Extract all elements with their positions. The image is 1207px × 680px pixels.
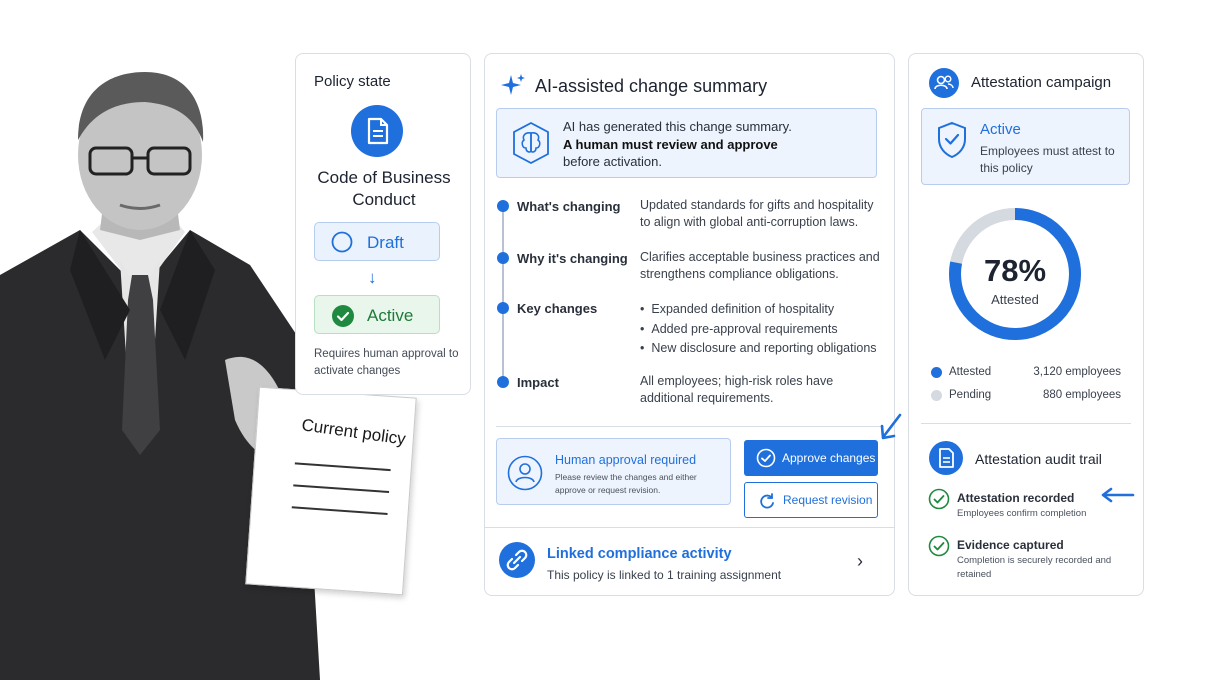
ai-notice-line1: AI has generated this change summary. [563,119,792,134]
policy-state-card [295,53,471,395]
paper-line [295,462,391,471]
document-icon [351,105,403,157]
list-item: • Expanded definition of hospitality [640,300,877,320]
paper-line [292,506,388,515]
attestation-title: Attestation campaign [971,74,1112,91]
annotation-arrow-icon [1100,486,1136,504]
link-icon [499,542,535,578]
timeline-line [502,204,504,382]
timeline-dot [497,302,509,314]
check-circle-icon [756,448,776,468]
approval-description: Please review the changes and either approve or request revision. [555,472,697,495]
policy-name: Code of Business Conduct [317,168,451,209]
ai-summary-title: AI-assisted change summary [535,76,768,96]
legend-value-attested: 3,120 employees [1033,366,1121,378]
audit-trail-title: Attestation audit trail [975,451,1102,467]
revision-label: Request revision [783,493,873,507]
ai-notice-line2: A human must review and approve [563,137,778,152]
legend-label-pending: Pending [949,389,992,401]
annotation-arrow-icon [878,412,904,442]
legend-label-attested: Attested [949,366,992,378]
impact-text: All employees; high-risk roles have additional requirements. [640,374,834,405]
approval-title: Human approval required [555,453,697,467]
legend-dot-attested [931,367,942,378]
list-item: • Added pre-approval requirements [640,320,877,340]
divider [485,527,894,528]
attested-percent: 78% [983,253,1047,288]
brain-icon [511,121,551,165]
paper-line [293,484,389,493]
users-icon [929,68,959,98]
state-draft[interactable] [314,222,440,261]
attested-sublabel: Attested [991,292,1039,307]
check-circle-icon [928,535,950,557]
list-item: • New disclosure and reporting obligations [640,339,877,359]
timeline-dot [497,376,509,388]
why-changing-label: Why it's changing [517,251,628,266]
timeline-dot [497,200,509,212]
audit-item-description: Employees confirm completion [957,508,1087,519]
shield-check-icon [936,121,968,159]
legend-value-pending: 880 employees [1043,389,1121,401]
audit-document-icon [929,441,963,475]
draft-label: Draft [367,233,404,252]
attestation-status-label: Active [980,121,1021,138]
empty-circle-icon [331,231,353,253]
check-circle-icon [928,488,950,510]
chevron-right-icon[interactable]: › [857,551,863,571]
sparkle-icon [499,72,527,100]
policy-state-note: Requires human approval to activate changes [314,348,459,377]
ai-notice [496,108,877,178]
whats-changing-text: Updated standards for gifts and hospitality to align with global anti-corruption laws. [640,198,874,229]
linked-description: This policy is linked to 1 training assignment [547,568,782,582]
ai-notice-line3: before activation. [563,154,663,169]
attestation-status [921,108,1130,185]
why-changing-text: Clarifies acceptable business practices and strengthens compliance obligations. [640,250,880,281]
policy-state-title: Policy state [314,73,391,90]
divider [496,426,884,427]
divider [921,423,1131,424]
attestation-status-description: Employees must attest to this policy [980,144,1115,175]
request-revision-button[interactable] [744,482,878,518]
audit-item-title: Evidence captured [957,538,1064,552]
approve-changes-button[interactable] [744,440,878,476]
audit-item-title: Attestation recorded [957,491,1075,505]
attestation-card [908,53,1144,596]
check-circle-icon [331,304,355,328]
person-icon [507,455,543,491]
whats-changing-label: What's changing [517,199,621,214]
current-policy-paper [245,387,416,596]
refresh-icon [757,491,777,511]
impact-label: Impact [517,375,559,390]
paper-title: Current policy [300,415,407,449]
active-label: Active [367,306,414,325]
human-approval-box [496,438,731,505]
timeline-dot [497,252,509,264]
ai-summary-card [484,53,895,596]
linked-title: Linked compliance activity [547,546,732,562]
arrow-down-icon: ↓ [368,268,377,287]
state-active[interactable] [314,295,440,334]
audit-item-description: Completion is securely recorded and retained [957,555,1112,580]
legend-dot-pending [931,390,942,401]
approve-label: Approve changes [782,451,876,465]
key-changes-label: Key changes [517,301,598,316]
key-changes-list [640,300,877,359]
